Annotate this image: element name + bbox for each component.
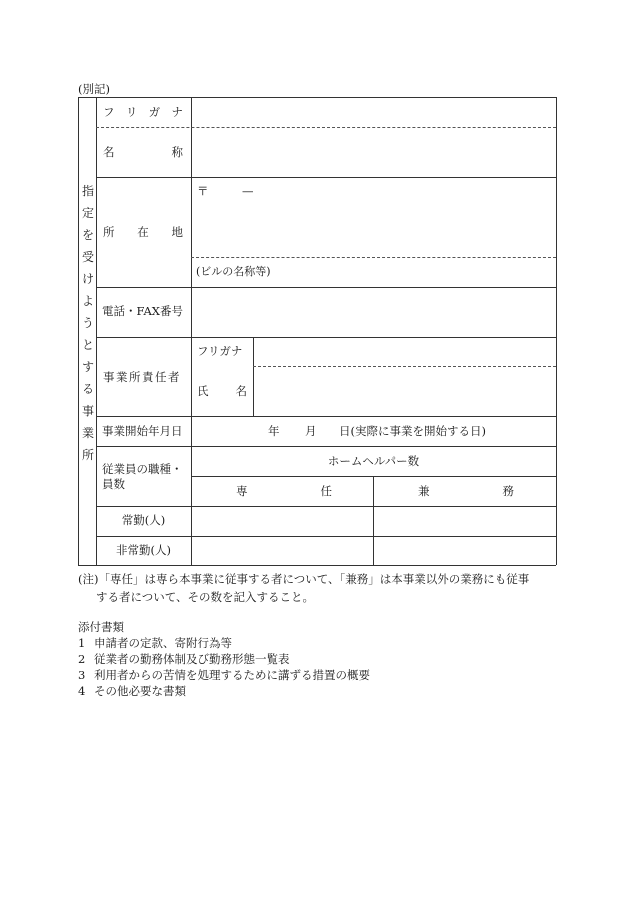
vertical-char: と (81, 338, 94, 352)
attachments-title: 添付書類 (78, 620, 124, 634)
attachment-text: 従業者の勤務体制及び勤務形態一覧表 (94, 652, 290, 666)
table-border-bottom (78, 565, 556, 566)
furigana-char: リ (125, 105, 138, 119)
start-date-label: 事業開始年月日 (102, 424, 183, 438)
manager-name-char: 名 (235, 384, 247, 398)
vertical-char: 所 (81, 448, 94, 462)
fulltime-char: 任 (320, 484, 332, 498)
attachment-num: 3 (78, 668, 86, 682)
date-year: 年 (268, 424, 280, 438)
vertical-char: 指 (81, 184, 94, 198)
note-line2: する者について、その数を記入すること。 (96, 590, 315, 604)
vertical-char: 定 (81, 206, 94, 220)
furigana-label (103, 107, 183, 119)
vertical-char: う (81, 316, 94, 330)
attachment-text: 利用者からの苦情を処理するために講ずる措置の概要 (94, 668, 370, 682)
attachment-num: 2 (78, 652, 86, 666)
manager-furigana-field[interactable] (254, 338, 555, 365)
name-char: 名 (103, 145, 115, 159)
header-label: (別記) (78, 82, 110, 96)
name-char: 称 (171, 145, 183, 159)
attachment-num: 1 (78, 636, 86, 650)
attachment-num: 4 (78, 684, 86, 698)
vertical-char: る (81, 382, 94, 396)
concurrent-parttime-field[interactable] (374, 537, 555, 564)
vertical-char: 受 (81, 250, 94, 264)
concurrent-char: 兼 (418, 484, 430, 498)
vertical-char: す (81, 360, 94, 374)
manager-furigana-label: フリガナ (197, 344, 243, 358)
vertical-char: 業 (81, 426, 94, 440)
location-char: 地 (171, 225, 183, 239)
table-row-line (96, 446, 556, 447)
fulltime-row-label: 常勤(人) (121, 513, 166, 527)
fulltime-parttime-field[interactable] (192, 537, 372, 564)
concurrent-regular-field[interactable] (374, 507, 555, 535)
home-helper-count-label: ホームヘルパー数 (327, 454, 420, 468)
manager-label: 事業所責任者 (103, 370, 181, 384)
fulltime-regular-field[interactable] (192, 507, 372, 535)
furigana-char: フ (103, 105, 115, 119)
location-char: 所 (103, 225, 115, 239)
manager-name-char: 氏 (197, 384, 209, 398)
table-border-right (556, 97, 557, 565)
note-line1: (注)「専任」は専ら本事業に従事する者について、「兼務」は本事業以外の業務にも従事 (78, 572, 530, 586)
name-label (103, 147, 183, 159)
location-label (103, 227, 183, 239)
furigana-char: ガ (148, 105, 161, 119)
location-char: 在 (137, 225, 149, 239)
attachment-text: 申請者の定款、寄附行為等 (94, 636, 232, 650)
date-day: 日(実際に事業を開始する日) (339, 424, 486, 438)
table-row-line (96, 416, 556, 417)
concurrent-label (418, 486, 514, 498)
manager-name-field[interactable] (254, 367, 555, 415)
furigana-char: ナ (171, 105, 183, 119)
fulltime-label (236, 486, 332, 498)
vertical-char: け (81, 272, 94, 286)
concurrent-char: 務 (502, 484, 514, 498)
staff-label-line2: 員数 (102, 477, 125, 491)
building-field[interactable] (192, 258, 555, 286)
vertical-heading (78, 180, 98, 466)
vertical-char: 事 (81, 404, 94, 418)
attachment-text: その他必要な書類 (94, 684, 186, 698)
date-month: 月 (305, 424, 317, 438)
vertical-char: よ (81, 294, 94, 308)
manager-name-label (197, 386, 247, 398)
address-field[interactable] (192, 178, 555, 256)
postal-mark: 〒 (197, 184, 209, 198)
parttime-row-label: 非常勤(人) (116, 543, 171, 557)
staff-label-line1: 従業員の職種・ (102, 462, 183, 476)
furigana-field[interactable] (192, 98, 555, 126)
name-field[interactable] (192, 128, 555, 176)
postal-dash: — (242, 184, 254, 198)
building-label: (ビルの名称等) (196, 265, 271, 278)
phone-fax-label: 電話・FAX番号 (102, 304, 183, 318)
table-row-line (191, 476, 556, 477)
phone-fax-field[interactable] (192, 288, 555, 336)
vertical-char: を (81, 228, 94, 242)
fulltime-char: 専 (236, 484, 248, 498)
